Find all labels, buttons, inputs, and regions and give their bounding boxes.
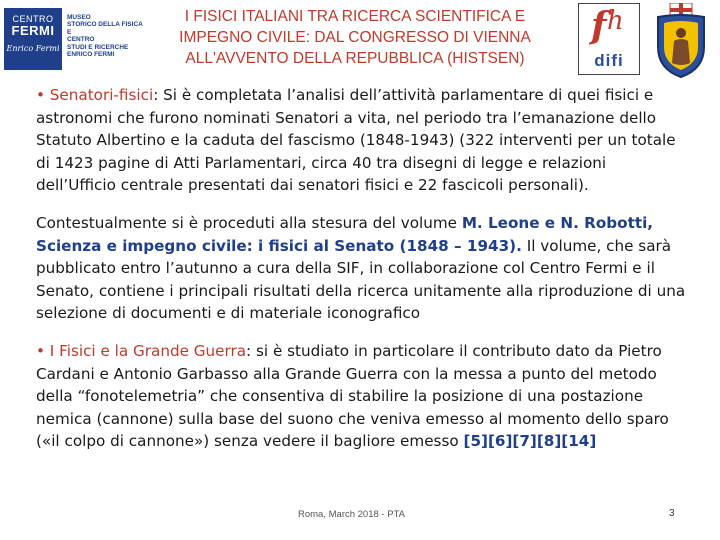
centro-fermi-logo-box [4, 8, 62, 70]
museum-line: MUSEO [67, 14, 91, 21]
paragraph-senatori-fisici [36, 84, 686, 197]
footer-text: Roma, March 2018 - PTA [298, 509, 406, 520]
museum-line: E [67, 28, 72, 36]
difi-logo-text: difi [594, 51, 624, 70]
bullet: • [36, 86, 45, 104]
logo-box-line1: CENTRO [12, 14, 54, 24]
paragraph-text: Si è completata l’analisi dell’attività parlamentare di quei fisici e astronomi che furono nominati Senatori a vita, nel periodo tra l’emanazione dello Statuto Albertino e la caduta del fascismo (1848-1943) (322 interventi per un totale di 1423 pagine di Atti Parlamentari, circa 40 tra disegni di legge e relazioni dell’Ufficio centrale presentati dai senatori fisici e 22 fascicoli personali). [36, 86, 676, 195]
slide-title [160, 6, 550, 69]
title-line: I FISICI ITALIANI TRA RICERCA SCIENTIFICA E [184, 8, 526, 25]
paragraph-volume [36, 212, 686, 325]
genova-crest-icon [650, 3, 712, 79]
paragraph-text: Il volume, che sarà pubblicato entro l’autunno a cura della SIF, in collaborazione col Centro Fermi e il Senato, contiene i principali risultati della ricerca unitamente alla riproduzione di una selezione di documenti e di materiale iconografico [36, 236, 686, 323]
paragraph-text: si è studiato in particolare il contributo dato da Pietro Cardani e Antonio Garbasso alla Grande Guerra con la messa a punto del metodo della “fonotelemetria” che consentiva di stabilire la posizione di una postazione nemica (cannone) sulla base del suono che veniva emesso al momento dello sparo («il colpo di cannone») senza vedere il bagliore emesso [36, 341, 669, 451]
paragraph-grande-guerra [36, 340, 686, 453]
logo-signature: Enrico Fermi [6, 44, 60, 53]
difi-logo-f-glyph: f [591, 5, 607, 47]
museum-line: STORICO DELLA FISICA [67, 21, 143, 29]
label-colon: : [153, 86, 159, 104]
section-label: I Fisici e la Grande Guerra [49, 341, 247, 360]
section-label: Senatori-fisici [49, 86, 154, 104]
title-line: ALL'AVVENTO DELLA REPUBBLICA (HISTSEN) [185, 50, 525, 67]
museum-line: STUDI E RICERCHE [67, 43, 129, 51]
bullet: • [36, 341, 45, 360]
centro-fermi-logo [4, 8, 154, 70]
references: [5][6][7][8][14] [463, 432, 597, 451]
page-number: 3 [669, 508, 675, 519]
museum-name [67, 8, 147, 58]
museum-line: ENRICO FERMI [67, 51, 115, 59]
museum-line: CENTRO [67, 36, 95, 44]
difi-logo-h-glyph: h [607, 6, 624, 36]
difi-logo [578, 3, 640, 75]
paragraph-text: Contestualmente si è proceduti alla stesura del volume [36, 213, 462, 232]
slide-body [36, 84, 686, 468]
title-line: IMPEGNO CIVILE: DAL CONGRESSO DI VIENNA [179, 29, 531, 46]
label-colon: : [246, 341, 252, 360]
book-citation: M. Leone e N. Robotti, Scienza e impegno civile: i fisici al Senato (1848 – 1943). [36, 213, 654, 255]
logo-box-line2: FERMI [11, 23, 55, 38]
